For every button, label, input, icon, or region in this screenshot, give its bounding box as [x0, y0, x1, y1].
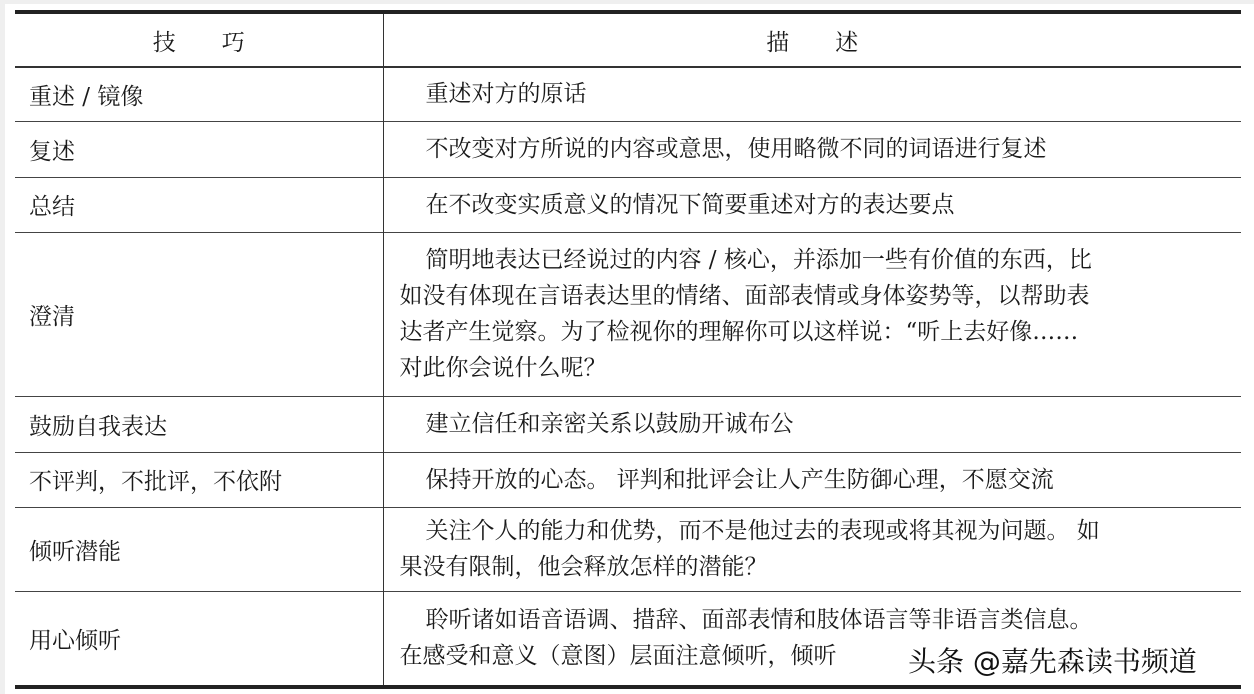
description-line: 简明地表达已经说过的内容 / 核心，并添加一些有价值的东西，比	[425, 247, 1092, 273]
skill-cell: 不评判，不批评，不依附	[29, 469, 282, 495]
description-cell	[383, 121, 1241, 177]
skill-cell: 倾听潜能	[29, 538, 121, 565]
listening-skills-table	[15, 10, 1241, 689]
description-cell	[383, 396, 1241, 452]
description-line: 在感受和意义（意图）层面注意倾听，倾听	[399, 643, 837, 670]
skill-cell: 澄清	[29, 303, 75, 330]
skill-cell: 复述	[29, 138, 75, 165]
table-row	[15, 232, 1241, 396]
description-line: 聆听诸如语音语调、措辞、面部表情和肢体语言等非语言类信息。	[425, 607, 1093, 634]
description-line: 保持开放的心态。 评判和批评会让人产生防御心理，不愿交流	[425, 466, 1054, 493]
description-line: 在不改变实质意义的情况下简要重述对方的表达要点	[425, 191, 955, 218]
table-row	[15, 121, 1241, 177]
header-description: 描 述	[383, 12, 1241, 67]
description-line: 达者产生觉察。为了检视你的理解你可以这样说：“听上去好像……	[399, 319, 1079, 345]
description-line: 如没有体现在言语表达里的情绪、面部表情或身体姿势等，以帮助表	[399, 283, 1090, 309]
description-cell	[383, 67, 1241, 121]
watermark: 头条 @嘉先森读书频道	[908, 645, 1197, 678]
skill-cell: 总结	[29, 194, 75, 220]
description-line: 建立信任和亲密关系以鼓励开诚布公	[425, 411, 794, 437]
table-row	[15, 396, 1241, 452]
description-line: 对此你会说什么呢？	[399, 355, 607, 381]
description-cell	[383, 177, 1241, 232]
description-cell	[383, 507, 1241, 591]
table-row	[15, 452, 1241, 507]
description-cell	[383, 452, 1241, 507]
header-skill: 技 巧	[152, 29, 245, 56]
skill-cell: 鼓励自我表达	[29, 413, 167, 440]
description-cell	[383, 232, 1241, 396]
table-row	[15, 177, 1241, 232]
table-row	[15, 507, 1241, 591]
skill-cell: 重述 / 镜像	[29, 83, 144, 110]
description-line: 重述对方的原话	[425, 81, 587, 108]
table-row	[15, 67, 1241, 121]
description-line: 关注个人的能力和优势，而不是他过去的表现或将其视为问题。 如	[425, 518, 1100, 544]
skill-cell: 用心倾听	[29, 627, 121, 654]
description-line: 果没有限制，他会释放怎样的潜能？	[399, 554, 768, 580]
table-header-row	[15, 12, 1241, 67]
description-line: 不改变对方所说的内容或意思，使用略微不同的词语进行复述	[425, 136, 1047, 162]
